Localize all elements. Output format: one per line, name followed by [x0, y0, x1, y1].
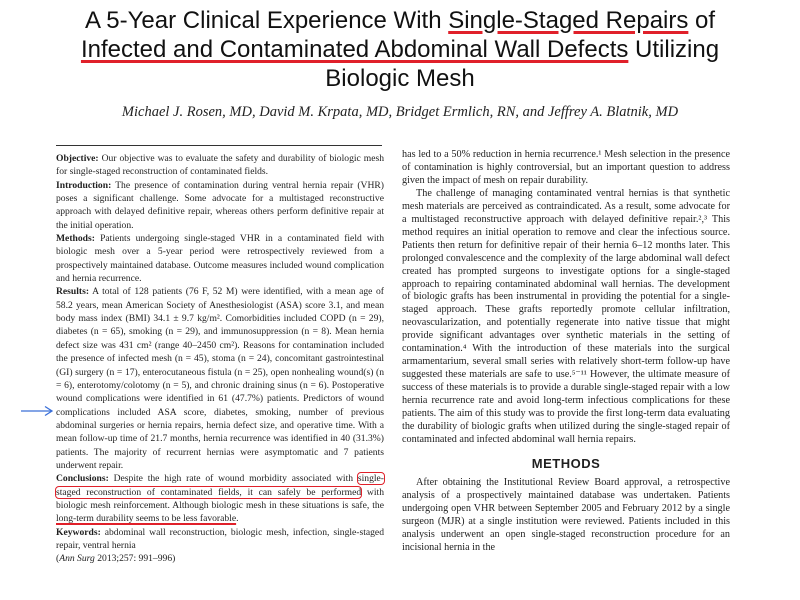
- citation-journal: Ann Surg: [59, 553, 95, 565]
- abstract-results: [56, 285, 384, 472]
- conclusions-text-a: Despite the high rate of wound morbidity associated with: [108, 473, 354, 485]
- conclusions-underlined-highlight: long-term durability seems to be less favorable: [56, 513, 237, 525]
- title-part-5: Utilizing: [628, 36, 720, 63]
- keywords-label: Keywords:: [56, 526, 101, 538]
- abstract-objective: [56, 152, 384, 179]
- introduction-label: Introduction:: [56, 179, 112, 191]
- conclusions-label: Conclusions:: [56, 473, 109, 485]
- body-paragraph-3: After obtaining the Institutional Review Board approval, a retrospective analysis of a prospectively maintained database was undertaken. Patients undergoing open VHR between September 2005 and February 2012 by a single surgeon (MJR) at a single institution were reviewed. Patients included in this analysis underwent an open single-staged reconstruction procedure for an incisional hernia in the: [402, 476, 730, 553]
- citation-rest: 2013;257: 991–996): [94, 553, 176, 565]
- body-column: [402, 149, 730, 555]
- results-label: Results:: [56, 286, 90, 298]
- title-underlined-single-staged: Single-Staged Repairs: [448, 7, 689, 34]
- abstract-methods: [56, 232, 384, 285]
- keywords-text: abdominal wall reconstruction, biologic mesh, infection, single-staged repair, ventral hernia: [56, 526, 384, 551]
- title-underlined-infected: Infected and Contaminated Abdominal Wall Defects: [80, 36, 629, 63]
- abstract-introduction: [56, 179, 384, 232]
- results-text-b: were identified in 61 (47.7%) patients. Predictors of wound complications included ASA score, diabetes, smoking, number of previous abdominal surgeries or hernia repairs, hernia defect size, and operative time. With a mean follow-up time of 21.7 months, hernia recurrence was identified in 40 (31.3%) patients. The majority of recurrent hernias were asymptomatic and 7 patients underwent repair.: [56, 393, 384, 471]
- citation: (Ann Surg 2013;257: 991–996): [56, 553, 176, 565]
- title-part-1: A 5-Year Clinical Experience With: [84, 7, 449, 34]
- introduction-text: The presence of contamination during ventral hernia repair (VHR) poses a significant challenge. Some advocate for a multistaged reconstructive approach with delayed definitive repair, whereas others perform definitive repair at the initial operation.: [56, 179, 384, 231]
- conclusions-text-c: .: [236, 513, 239, 525]
- abstract-conclusions: [56, 472, 384, 525]
- body-paragraph-2: The challenge of managing contaminated ventral hernias is that synthetic mesh materials are perceived as contraindicated. As a result, some advocate for a multistaged reconstructive approach with delayed definitive repair.²,³ This method requires an initial operation to remove and clear the infectious source. Patients then return for definitive repair of their hernia 6–12 months later. This prolonged convalescence and the complexity of the large abdominal wall defect created has prompted surgeons to investigate options for a single-staged approach to repairing contaminated abdominal wall hernias. The development of biologic grafts has been instrumental in providing the potential for a single-staged approach. These grafts reportedly promote cellular infiltration, neovascularization, and potentially regenerate into native tissue that might provide significant advantages over synthetic materials in the setting of contamination.⁴ With the introduction of these materials into the surgical armamentarium, several small series with relatively short-term follow-up have suggested these materials are safe to use.⁵⁻¹¹ However, the ultimate measure of success of these materials is to provide a durable single-staged repair with a low hernia recurrence rate and avoid long-term infectious complications for these patients. The aim of this study was to provide the first long-term data evaluating the durability of biologic grafts when utilized during the single-staged repair of contaminated and infected abdominal wall hernia repairs.: [402, 187, 730, 445]
- objective-label: Objective:: [56, 153, 99, 164]
- methods-label: Methods:: [56, 233, 95, 245]
- results-text-a: A total of 128 patients (76 F, 52 M) were identified, with a mean age of 58.2 years, mean American Society of Anesthesiologist (ASA) score 3.1, and mean body mass index (BMI) 34.1 ± 9.7 kg/m². Comorbidities included COPD (n = 29), diabetes (n = 65), smoking (n = 29), and immunosuppression (n = 8). Mean hernia defect size was 431 cm² (range 40–2450 cm²). Reasons for contamination included the presence of infected mesh (n = 45), stoma (n = 24), concomitant gastrointestinal (GI) surgery (n = 17), enterocutaneous fistula (n = 25), open nonhealing wound(s) (n = 6), enterotomy/colotomy (n = 5), and chronic draining sinus (n = 6). Postoperative wound complications: [56, 286, 384, 405]
- abstract-divider: [56, 145, 382, 146]
- methods-text: Patients undergoing single-staged VHR in a contaminated field with biologic mesh over a 5-year period were retrospectively reviewed from a prospectively maintained database. Outcome measures included wound complication and hernia recurrence.: [56, 233, 384, 285]
- conclusions-boxed-highlight: single-staged reconstruction of contaminated fields, it can safely be performed: [56, 473, 384, 498]
- blue-arrow-annotation-icon: [20, 405, 54, 417]
- abstract-column: [56, 152, 384, 566]
- author-list: Michael J. Rosen, MD, David M. Krpata, MD, Bridget Ermlich, RN, and Jeffrey A. Blatnik, MD: [121, 104, 679, 120]
- title-part-6: Biologic Mesh: [325, 65, 475, 92]
- paper-title: [10, 6, 790, 93]
- objective-text: Our objective was to evaluate the safety and durability of biologic mesh for single-staged reconstruction of contaminated fields.: [56, 153, 384, 178]
- title-part-3: of: [688, 7, 716, 34]
- conclusions-text-b: with biologic mesh reinforcement. Although biologic mesh in these situations is safe, the: [56, 486, 384, 511]
- abstract-keywords: [56, 526, 384, 553]
- body-paragraph-1: has led to a 50% reduction in hernia recurrence.¹ Mesh selection in the presence of contamination is highly controversial, but an important question to address given the impact of mesh on repair durability.: [402, 149, 730, 186]
- methods-heading: METHODS: [531, 455, 601, 471]
